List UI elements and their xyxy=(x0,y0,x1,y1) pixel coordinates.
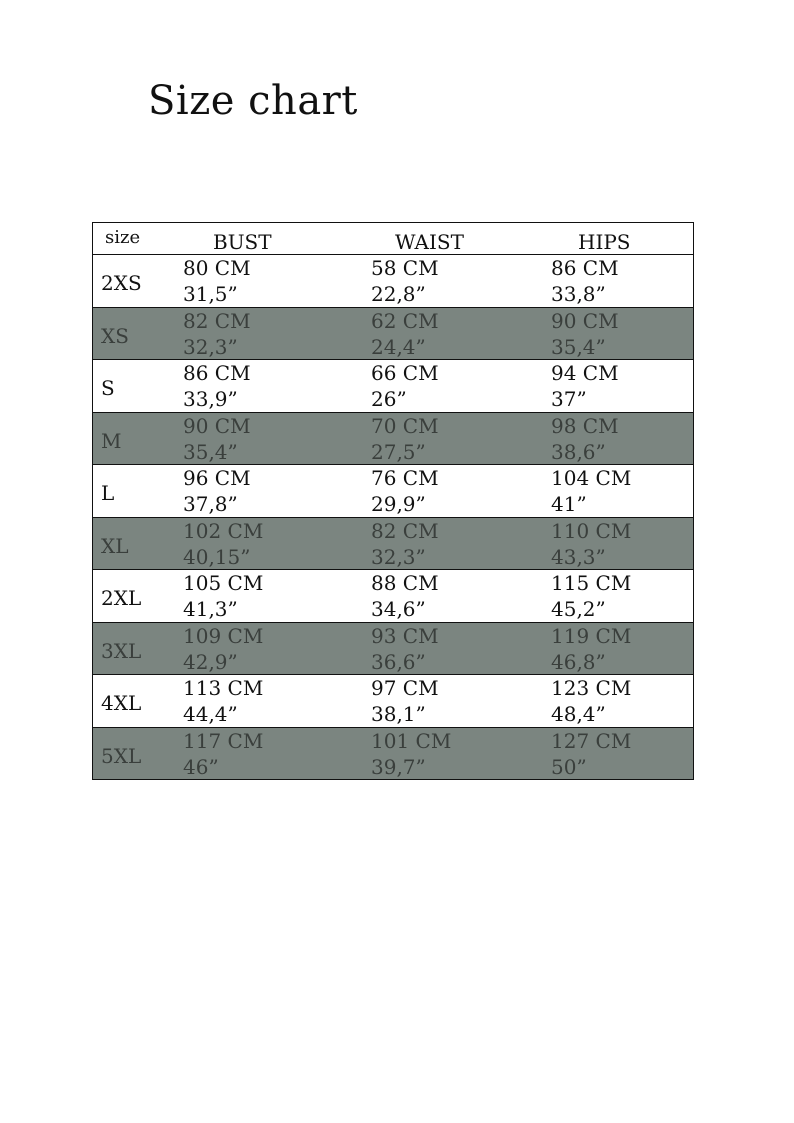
bust-cm: 82 CM xyxy=(183,308,251,333)
row-size: 2XL xyxy=(101,586,142,610)
hips-inch: 41” xyxy=(551,492,587,516)
hips-cm: 115 CM xyxy=(551,571,632,595)
row-size: XS xyxy=(101,323,129,348)
hips-inch: 37” xyxy=(551,387,587,411)
bust-inch: 42,9” xyxy=(183,649,238,674)
hips-inch: 48,4” xyxy=(551,702,606,726)
waist-inch: 27,5” xyxy=(371,439,426,464)
waist-cm: 101 CM xyxy=(371,728,452,753)
waist-cm: 70 CM xyxy=(371,413,439,438)
waist-inch: 38,1” xyxy=(371,702,426,726)
hips-cm: 104 CM xyxy=(551,466,632,490)
hips-inch: 45,2” xyxy=(551,597,606,621)
table-row xyxy=(92,518,694,571)
header-waist: WAIST xyxy=(395,230,464,254)
waist-inch: 32,3” xyxy=(371,544,426,569)
table-row xyxy=(92,255,694,308)
bust-cm: 102 CM xyxy=(183,518,264,543)
waist-inch: 34,6” xyxy=(371,597,426,621)
bust-cm: 109 CM xyxy=(183,623,264,648)
table-row xyxy=(92,360,694,413)
hips-cm: 94 CM xyxy=(551,361,619,385)
bust-cm: 86 CM xyxy=(183,361,251,385)
waist-cm: 62 CM xyxy=(371,308,439,333)
row-size: 4XL xyxy=(101,691,142,715)
waist-inch: 26” xyxy=(371,387,407,411)
bust-inch: 33,9” xyxy=(183,387,238,411)
bust-inch: 46” xyxy=(183,754,219,779)
waist-inch: 22,8” xyxy=(371,282,426,306)
bust-inch: 40,15” xyxy=(183,544,251,569)
hips-cm: 123 CM xyxy=(551,676,632,700)
bust-cm: 90 CM xyxy=(183,413,251,438)
bust-inch: 44,4” xyxy=(183,702,238,726)
hips-inch: 33,8” xyxy=(551,282,606,306)
row-size: M xyxy=(101,428,122,453)
hips-cm: 86 CM xyxy=(551,256,619,280)
header-bust: BUST xyxy=(213,230,272,254)
waist-inch: 24,4” xyxy=(371,334,426,359)
size-table xyxy=(92,222,694,780)
waist-cm: 93 CM xyxy=(371,623,439,648)
table-row xyxy=(92,570,694,623)
table-row xyxy=(92,465,694,518)
waist-cm: 82 CM xyxy=(371,518,439,543)
row-size: XL xyxy=(101,533,129,558)
hips-cm: 127 CM xyxy=(551,728,632,753)
hips-cm: 110 CM xyxy=(551,518,632,543)
table-row xyxy=(92,308,694,361)
table-row xyxy=(92,623,694,676)
bust-cm: 80 CM xyxy=(183,256,251,280)
waist-cm: 58 CM xyxy=(371,256,439,280)
waist-inch: 29,9” xyxy=(371,492,426,516)
hips-cm: 90 CM xyxy=(551,308,619,333)
hips-inch: 50” xyxy=(551,754,587,779)
row-size: 3XL xyxy=(101,638,142,663)
waist-cm: 76 CM xyxy=(371,466,439,490)
table-row xyxy=(92,413,694,466)
bust-cm: 105 CM xyxy=(183,571,264,595)
hips-inch: 46,8” xyxy=(551,649,606,674)
hips-inch: 38,6” xyxy=(551,439,606,464)
waist-cm: 88 CM xyxy=(371,571,439,595)
bust-inch: 32,3” xyxy=(183,334,238,359)
table-row xyxy=(92,728,694,781)
waist-cm: 66 CM xyxy=(371,361,439,385)
bust-inch: 31,5” xyxy=(183,282,238,306)
bust-cm: 117 CM xyxy=(183,728,264,753)
hips-inch: 43,3” xyxy=(551,544,606,569)
header-hips: HIPS xyxy=(578,230,631,254)
table-header xyxy=(92,222,694,255)
bust-inch: 37,8” xyxy=(183,492,238,516)
waist-inch: 36,6” xyxy=(371,649,426,674)
waist-cm: 97 CM xyxy=(371,676,439,700)
page-title: Size chart xyxy=(148,78,358,124)
row-size: 5XL xyxy=(101,743,142,768)
hips-cm: 98 CM xyxy=(551,413,619,438)
row-size: 2XS xyxy=(101,271,142,295)
bust-cm: 113 CM xyxy=(183,676,264,700)
row-size: L xyxy=(101,481,115,505)
waist-inch: 39,7” xyxy=(371,754,426,779)
hips-inch: 35,4” xyxy=(551,334,606,359)
bust-inch: 35,4” xyxy=(183,439,238,464)
table-row xyxy=(92,675,694,728)
bust-inch: 41,3” xyxy=(183,597,238,621)
row-size: S xyxy=(101,376,115,400)
bust-cm: 96 CM xyxy=(183,466,251,490)
header-size: size xyxy=(105,227,141,248)
hips-cm: 119 CM xyxy=(551,623,632,648)
